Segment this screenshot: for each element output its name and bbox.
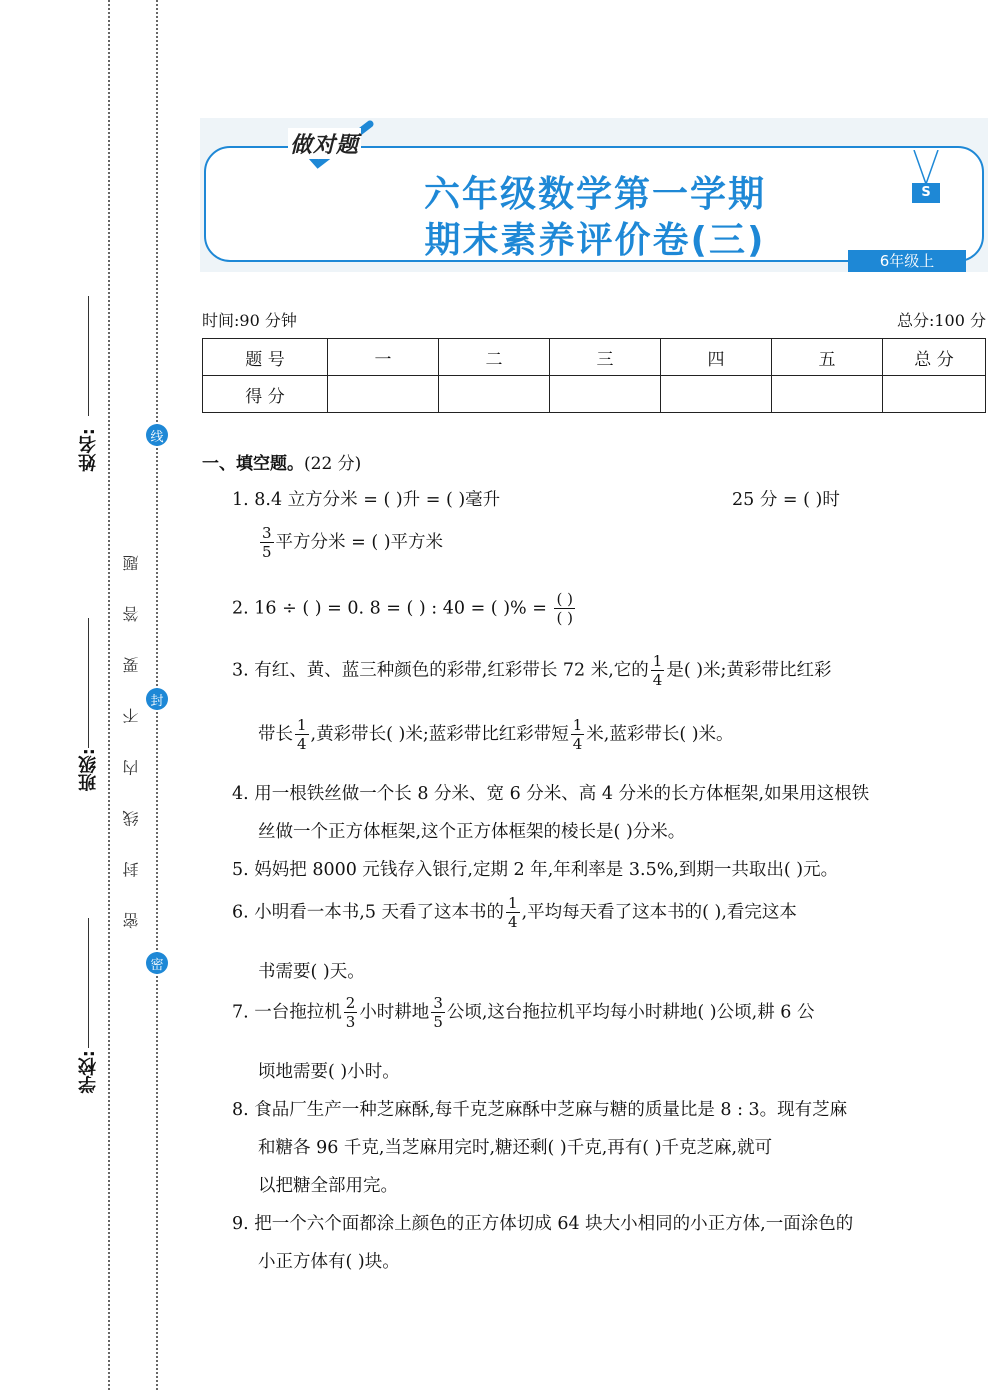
question-3a: 3. 有红、黄、蓝三种颜色的彩带,红彩带长 72 米,它的 $\frac{1}{4}$ 是( )米;黄彩带比红彩	[232, 652, 832, 689]
question-1c: $\frac{3}{5}$ 平方分米 = ( )平方米	[262, 524, 444, 561]
score-cell[interactable]	[328, 376, 439, 413]
edition-tag: S	[912, 183, 940, 203]
fraction: $\frac{( )}{( )}$	[556, 590, 573, 627]
question-7b: 顷地需要( )小时。	[258, 1062, 400, 1082]
question-8a: 8. 食品厂生产一种芝麻酥,每千克芝麻酥中芝麻与糖的质量比是 8 : 3。现有芝麻	[232, 1100, 848, 1120]
fraction: $\frac{2}{3}$	[345, 994, 356, 1031]
seal-mark-xian: 线	[146, 424, 168, 446]
score-cell[interactable]	[883, 376, 986, 413]
question-7a: 7. 一台拖拉机 $\frac{2}{3}$ 小时耕地 $\frac{3}{5}$ 公顷,这台拖拉机平均每小时耕地( )公顷,耕 6 公	[232, 994, 815, 1031]
class-label: 班级:	[78, 748, 99, 792]
score-table-header-row	[203, 339, 986, 376]
fraction: $\frac{1}{4}$	[572, 716, 583, 753]
question-6a: 6. 小明看一本书,5 天看了这本书的 $\frac{1}{4}$ ,平均每天看了这本书的( ),看完这本	[232, 894, 797, 931]
fraction: $\frac{1}{4}$	[297, 716, 307, 753]
question-1b: 25 分 = ( )时	[732, 490, 840, 510]
question-9b: 小正方体有( )块。	[258, 1252, 400, 1272]
table-header-cell: 四	[661, 339, 772, 376]
table-header-cell: 一	[328, 339, 439, 376]
score-cell[interactable]	[550, 376, 661, 413]
section-title: 一、填空题。	[202, 454, 304, 474]
table-header-cell: 题 号	[203, 339, 328, 376]
score-table	[202, 338, 986, 413]
seal-mark-feng: 封	[146, 688, 168, 710]
brand-logo: 做对题	[288, 128, 361, 159]
fraction: $\frac{3}{5}$	[262, 524, 272, 561]
table-header-cell: 三	[550, 339, 661, 376]
name-blank-line	[88, 296, 89, 416]
fraction: $\frac{1}{4}$	[508, 894, 518, 931]
name-label: 姓名:	[78, 428, 99, 472]
school-label: 学校:	[78, 1050, 99, 1094]
score-row-label: 得 分	[203, 376, 328, 413]
question-1a: 1. 8.4 立方分米 = ( )升 = ( )毫升	[232, 490, 501, 510]
binding-dotted-line-outer	[108, 0, 110, 1390]
table-header-cell: 五	[772, 339, 883, 376]
tag-hanger-icon	[906, 150, 946, 186]
class-blank-line	[88, 618, 89, 748]
question-3b: 带长 $\frac{1}{4}$ ,黄彩带长( )米;蓝彩带比红彩带短 $\frac{1}{4}$ 米,蓝彩带长( )米。	[258, 716, 734, 753]
score-cell[interactable]	[772, 376, 883, 413]
seal-warning-text: 密 封 线 内 不 要 答 题	[122, 540, 141, 929]
table-header-cell: 二	[439, 339, 550, 376]
section-heading	[202, 449, 361, 474]
total-score: 总分:100 分	[896, 311, 986, 330]
question-8c: 以把糖全部用完。	[258, 1176, 398, 1196]
score-cell[interactable]	[661, 376, 772, 413]
school-blank-line	[88, 918, 89, 1048]
exam-title-line2: 期末素养评价卷(三)	[424, 220, 766, 261]
grade-badge: 6年级上	[848, 250, 966, 272]
fraction: $\frac{3}{5}$	[433, 994, 443, 1031]
question-4a: 4. 用一根铁丝做一个长 8 分米、宽 6 分米、高 4 分米的长方体框架,如果用这根铁	[232, 784, 870, 804]
score-cell[interactable]	[439, 376, 550, 413]
exam-title-line1: 六年级数学第一学期	[423, 174, 766, 215]
question-8b: 和糖各 96 千克,当芝麻用完时,糖还剩( )千克,再有( )千克芝麻,就可	[258, 1138, 773, 1158]
seal-mark-mi: 密	[146, 952, 168, 974]
time-limit: 时间:90 分钟	[202, 311, 297, 330]
table-header-cell: 总 分	[883, 339, 986, 376]
question-4b: 丝做一个正方体框架,这个正方体框架的棱长是( )分米。	[258, 822, 686, 842]
question-9a: 9. 把一个六个面都涂上颜色的正方体切成 64 块大小相同的小正方体,一面涂色的	[232, 1214, 854, 1234]
question-5: 5. 妈妈把 8000 元钱存入银行,定期 2 年,年利率是 3.5%,到期一共取出( )元。	[232, 860, 839, 880]
score-table-score-row	[203, 376, 986, 413]
fraction: $\frac{1}{4}$	[652, 652, 663, 689]
question-6b: 书需要( )天。	[258, 962, 365, 982]
question-2: 2. 16 ÷ ( ) = 0. 8 = ( ) : 40 = ( )% = $\frac{( )}{( )}$	[232, 590, 573, 627]
section-points: (22 分)	[304, 454, 362, 474]
